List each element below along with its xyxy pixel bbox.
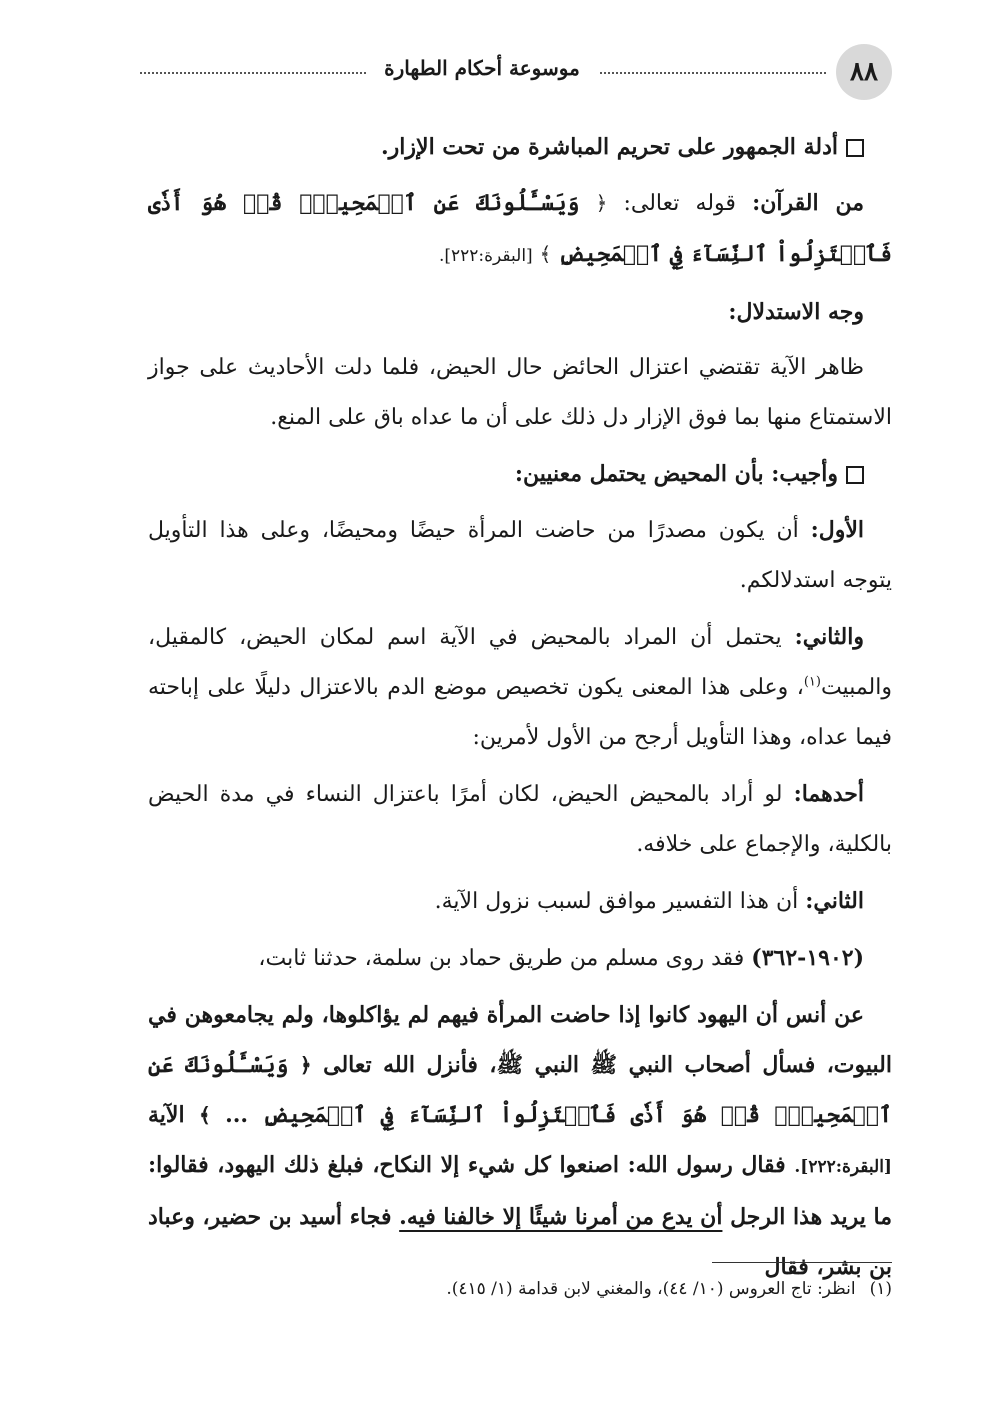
second-meaning-text: يحتمل أن المراد بالمحيض في الآية اسم لمكان الحيض، كالمقيل، والمبيت — [148, 625, 892, 700]
quran-evidence-intro: قوله تعالى: — [623, 191, 736, 216]
section-heading-evidence — [148, 122, 892, 172]
footnote-text: انظر: تاج العروس (١٠/ ٤٤)، والمغني لابن قدامة (١/ ٤١٥). — [446, 1279, 856, 1299]
reason-two-text: أن هذا التفسير موافق لسبب نزول الآية. — [434, 889, 799, 914]
footnote-separator — [712, 1262, 892, 1263]
hadith-text-paragraph — [148, 990, 892, 1292]
reason-two-label: الثاني: — [805, 888, 864, 914]
running-title: موسوعة أحكام الطهارة — [384, 56, 580, 80]
page-number: ٨٨ — [836, 44, 892, 100]
hadith-quran-verse: وَيَسْـَٔلُونَكَ عَنِ ٱلۡمَحِيضِۖ قُلۡ هُوَ أَذٗى فَٱعۡتَزِلُواْ ٱلنِّسَآءَ فِي ٱلۡمَحِيضِ ... — [148, 1052, 892, 1128]
first-meaning-paragraph — [148, 505, 892, 606]
footnote-number: (١) — [869, 1279, 892, 1299]
hadith-part-2: فقال رسول الله: اصنعوا كل شيء إلا النكاح، فبلغ ذلك اليهود، فقالوا: ما يريد هذا الرجل — [148, 1152, 893, 1230]
first-meaning-text: أن يكون مصدرًا من حاضت المرأة حيضًا ومحيضًا، وعلى هذا التأويل يتوجه استدلالكم. — [148, 518, 892, 593]
reason-one-paragraph — [148, 769, 892, 870]
inference-text: ظاهر الآية تقتضي اعتزال الحائض حال الحيض، فلما دلت الأحاديث على جواز الاستمتاع منها بما فوق الإزار دل ذلك على أن ما عداه باق على المنع. — [148, 355, 892, 430]
quran-verse: وَيَسْـَٔلُونَكَ عَنِ ٱلۡمَحِيضِۖ قُلۡ هُوَ أَذٗى فَٱعۡتَزِلُواْ ٱلنِّسَآءَ فِي ٱلۡمَحِيضِ — [148, 190, 892, 267]
section-heading-text: وأجيب: بأن المحيض يحتمل معنيين: — [514, 461, 838, 487]
header-dotted-rule-left — [140, 72, 366, 74]
reason-one-text: لو أراد بالمحيض الحيض، لكان أمرًا باعتزال النساء في مدة الحيض بالكلية، والإجماع على خلافه. — [148, 782, 892, 857]
second-meaning-text-continued: ، وعلى هذا المعنى يكون تخصيص موضع الدم بالاعتزال دليلًا على إباحته فيما عداه، وهذا التأويل أرجح من الأول لأمرين: — [148, 675, 892, 750]
footnote-marker[interactable]: (١) — [803, 674, 821, 690]
page-header — [140, 44, 892, 100]
hadith-ayah-label: الآية — [148, 1102, 185, 1128]
quran-reference: [البقرة:٢٢٢]. — [438, 246, 533, 266]
page-body — [148, 122, 892, 1298]
quran-bracket-close: ﴾ — [198, 1103, 211, 1127]
quran-bracket-close: ﴾ — [539, 242, 552, 266]
inference-heading: وجه الاستدلال: — [728, 299, 864, 325]
hadith-chain-text: فقد روى مسلم من طريق حماد بن سلمة، حدثنا ثابت، — [258, 946, 745, 971]
hadith-part-4: فجاء أسيد بن حضير، وعباد بن بشر، فقال — [148, 1204, 892, 1280]
section-heading-response — [148, 449, 892, 499]
quran-bracket-open: ﴿ — [299, 1053, 312, 1077]
quran-evidence-paragraph — [148, 178, 892, 281]
header-dotted-rule-right — [600, 72, 826, 74]
quran-evidence-label: من القرآن: — [752, 190, 864, 216]
hadith-number: (١٩٠٢-٣٦٢) — [751, 945, 864, 971]
reason-two-paragraph — [148, 876, 892, 927]
square-bullet-icon — [846, 466, 864, 484]
first-meaning-label: الأول: — [810, 517, 864, 543]
hadith-quran-reference: [البقرة:٢٢٢]. — [794, 1157, 892, 1177]
second-meaning-paragraph — [148, 612, 892, 763]
section-heading-text: أدلة الجمهور على تحريم المباشرة من تحت الإزار. — [381, 134, 838, 160]
hadith-underlined-phrase: أن يدع من أمرنا شيئًا إلا خالفنا فيه. — [399, 1204, 723, 1230]
square-bullet-icon — [846, 139, 864, 157]
hadith-body — [148, 990, 892, 1292]
hadith-chain-paragraph — [148, 933, 892, 984]
footnote — [148, 1274, 892, 1304]
hadith-part-1: عن أنس أن اليهود كانوا إذا حاضت المرأة فيهم لم يؤاكلوها، ولم يجامعوهن في البيوت، فسأل أصحاب النبي ﷺ النبي ﷺ، فأنزل الله تعالى — [148, 1002, 892, 1078]
reason-one-label: أحدهما: — [793, 781, 864, 807]
quran-bracket-open: ﴿ — [595, 191, 608, 215]
second-meaning-label: والثاني: — [794, 624, 864, 650]
